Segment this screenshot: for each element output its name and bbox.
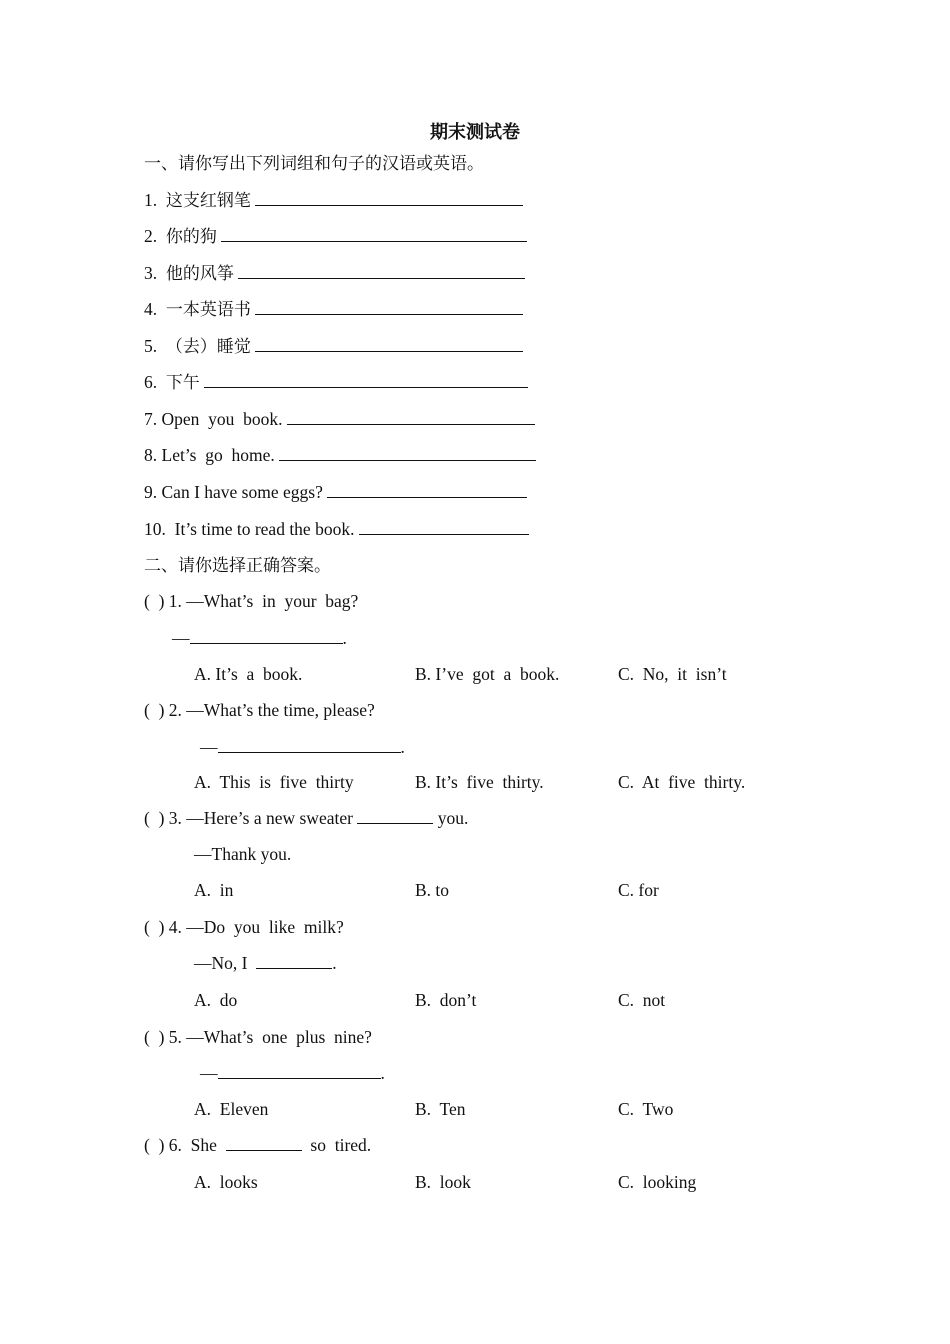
answer-blank[interactable] xyxy=(327,481,527,498)
answer-blank[interactable] xyxy=(221,225,527,242)
question-5-option-b[interactable]: B. Ten xyxy=(415,1099,466,1119)
question-6-stem: ( ) 6. She so tired. xyxy=(144,1135,372,1155)
translation-item-3 xyxy=(144,262,525,285)
question-6-option-b[interactable]: B. look xyxy=(415,1172,471,1192)
question-4-option-b[interactable]: B. don’t xyxy=(415,990,477,1010)
question-1-option-c[interactable]: C. No, it isn’t xyxy=(618,664,727,684)
question-number: ( ) 1. xyxy=(144,591,182,611)
item-number: 5. xyxy=(144,336,158,356)
answer-blank[interactable] xyxy=(218,736,401,753)
translation-item-4 xyxy=(144,298,523,321)
answer-blank[interactable] xyxy=(255,189,523,206)
page-title: 期末测试卷 xyxy=(430,122,520,143)
answer-blank[interactable] xyxy=(238,262,525,279)
answer-blank[interactable] xyxy=(218,1062,381,1079)
question-2-response: — . xyxy=(200,737,405,757)
translation-item-1 xyxy=(144,189,523,212)
question-1-option-b[interactable]: B. I’ve got a book. xyxy=(415,664,560,684)
question-5-option-a[interactable]: A. Eleven xyxy=(194,1099,269,1119)
translation-item-9 xyxy=(144,481,527,503)
question-3-option-a[interactable]: A. in xyxy=(194,880,234,900)
question-5-stem xyxy=(144,1026,372,1048)
item-number: 2. xyxy=(144,226,158,246)
translation-item-2 xyxy=(144,225,527,248)
item-number: 7. xyxy=(144,409,158,429)
answer-blank[interactable] xyxy=(255,335,523,352)
item-text: Let’s go home. xyxy=(161,445,275,465)
item-text: 下午 xyxy=(165,373,200,393)
question-3-stem: ( ) 3. —Here’s a new sweater you. xyxy=(144,808,469,828)
item-text: It’s time to read the book. xyxy=(174,519,355,539)
translation-item-7 xyxy=(144,408,535,430)
question-3-response: —Thank you. xyxy=(194,844,292,864)
question-2-stem xyxy=(144,699,375,721)
item-number: 1. xyxy=(144,190,158,210)
section1-heading: 一、请你写出下列词组和句子的汉语或英语。 xyxy=(144,154,484,174)
question-2-option-c[interactable]: C. At five thirty. xyxy=(618,772,746,792)
question-4-option-a[interactable]: A. do xyxy=(194,990,238,1010)
item-text: 这支红钢笔 xyxy=(165,191,251,211)
item-text: 一本英语书 xyxy=(165,300,251,320)
question-text: She xyxy=(190,1135,217,1155)
question-text: —What’s in your bag? xyxy=(186,591,359,611)
question-4-stem xyxy=(144,916,344,938)
question-text: —Do you like milk? xyxy=(186,917,344,937)
answer-blank[interactable] xyxy=(287,408,535,425)
item-text: （去）睡觉 xyxy=(165,337,251,357)
question-3-option-b[interactable]: B. to xyxy=(415,880,450,900)
translation-item-5 xyxy=(144,335,523,358)
item-text: 他的风筝 xyxy=(165,264,234,284)
question-4-response: —No, I . xyxy=(194,953,337,973)
item-number: 9. xyxy=(144,482,158,502)
answer-blank[interactable] xyxy=(226,1134,302,1151)
answer-blank[interactable] xyxy=(255,298,523,315)
answer-blank[interactable] xyxy=(359,518,529,535)
question-1-stem xyxy=(144,590,358,612)
question-text: —What’s the time, please? xyxy=(186,700,375,720)
translation-item-10 xyxy=(144,518,529,540)
translation-item-8 xyxy=(144,444,536,466)
question-number: ( ) 5. xyxy=(144,1027,182,1047)
item-text: Can I have some eggs? xyxy=(161,482,323,502)
question-4-option-c[interactable]: C. not xyxy=(618,990,666,1010)
answer-blank[interactable] xyxy=(357,807,433,824)
translation-item-6 xyxy=(144,371,528,394)
answer-blank[interactable] xyxy=(190,627,343,644)
question-1-option-a[interactable]: A. It’s a book. xyxy=(194,664,303,684)
item-number: 10. xyxy=(144,519,166,539)
question-6-option-c[interactable]: C. looking xyxy=(618,1172,697,1192)
item-text: Open you book. xyxy=(161,409,283,429)
question-number: ( ) 6. xyxy=(144,1135,182,1155)
item-number: 6. xyxy=(144,372,158,392)
item-text: 你的狗 xyxy=(165,227,217,247)
question-number: ( ) 3. xyxy=(144,808,182,828)
question-2-option-b[interactable]: B. It’s five thirty. xyxy=(415,772,544,792)
answer-blank[interactable] xyxy=(279,444,536,461)
answer-blank[interactable] xyxy=(256,952,332,969)
question-text: —Here’s a new sweater xyxy=(186,808,353,828)
section2-heading: 二、请你选择正确答案。 xyxy=(144,556,331,576)
answer-blank[interactable] xyxy=(204,371,528,388)
question-text: —What’s one plus nine? xyxy=(186,1027,372,1047)
item-number: 3. xyxy=(144,263,158,283)
item-number: 8. xyxy=(144,445,158,465)
item-number: 4. xyxy=(144,299,158,319)
question-number: ( ) 4. xyxy=(144,917,182,937)
question-1-response: — . xyxy=(172,628,347,648)
question-5-option-c[interactable]: C. Two xyxy=(618,1099,674,1119)
question-5-response: — . xyxy=(200,1063,385,1083)
question-6-option-a[interactable]: A. looks xyxy=(194,1172,258,1192)
question-2-option-a[interactable]: A. This is five thirty xyxy=(194,772,354,792)
question-number: ( ) 2. xyxy=(144,700,182,720)
question-3-option-c[interactable]: C. for xyxy=(618,880,659,900)
